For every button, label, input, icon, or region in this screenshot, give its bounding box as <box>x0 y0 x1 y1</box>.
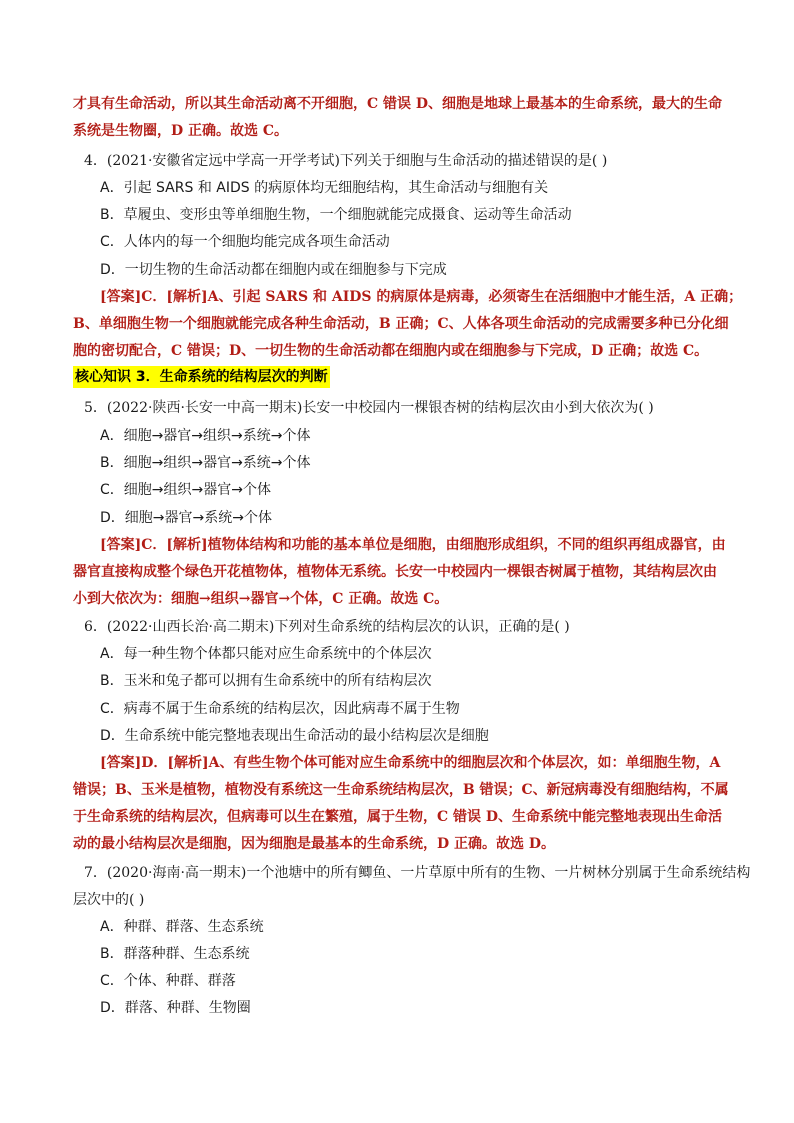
q6-option-d: D．生命系统中能完整地表现出生命活动的最小结构层次是细胞 <box>100 728 489 744</box>
q5-answer-line-1: [答案]C．[解析]植物体结构和功能的基本单位是细胞，由细胞形成组织，不同的组织再组成器官，由 <box>100 537 726 553</box>
q4-option-a: A．引起 SARS 和 AIDS 的病原体均无细胞结构，其生命活动与细胞有关 <box>100 180 549 196</box>
q4-stem: 4．(2021·安徽省定远中学高一开学考试)下列关于细胞与生命活动的描述错误的是( ) <box>84 153 608 169</box>
q6-answer-line-4: 动的最小结构层次是细胞，因为细胞是最基本的生命系统，D 正确。故选 D。 <box>73 836 556 852</box>
q6-option-c: C．病毒不属于生命系统的结构层次，因此病毒不属于生物 <box>100 701 460 717</box>
q7-stem-line-1: 7．(2020·海南·高一期末)一个池塘中的所有鲫鱼、一片草原中所有的生物、一片树林分别属于生命系统结构 <box>84 865 751 881</box>
q6-answer-line-2: 错误；B、玉米是植物，植物没有系统这一生命系统结构层次，B 错误；C、新冠病毒没有细胞结构，不属 <box>73 782 729 798</box>
intro-answer-line-1: 才具有生命活动，所以其生命活动离不开细胞，C 错误 D、细胞是地球上最基本的生命系统，最大的生命 <box>73 96 723 112</box>
q6-option-b: B．玉米和兔子都可以拥有生命系统中的所有结构层次 <box>100 673 432 689</box>
q5-option-a: A．细胞→器官→组织→系统→个体 <box>100 428 311 444</box>
section-heading: 核心知识 3．生命系统的结构层次的判断 <box>73 366 330 388</box>
q4-answer-line-3: 胞的密切配合，C 错误；D、一切生物的生命活动都在细胞内或在细胞参与下完成，D 正确；故选 C。 <box>73 343 709 359</box>
q4-option-b: B．草履虫、变形虫等单细胞生物，一个细胞就能完成摄食、运动等生命活动 <box>100 207 572 223</box>
q5-answer-line-3: 小到大依次为：细胞→组织→器官→个体，C 正确。故选 C。 <box>73 591 449 607</box>
q4-option-d: D．一切生物的生命活动都在细胞内或在细胞参与下完成 <box>100 262 447 278</box>
q7-option-d: D．群落、种群、生物圈 <box>100 1000 251 1016</box>
q5-option-d: D．细胞→器官→系统→个体 <box>100 510 272 526</box>
q5-option-b: B．细胞→组织→器官→系统→个体 <box>100 455 311 471</box>
q6-option-a: A．每一种生物个体都只能对应生命系统中的个体层次 <box>100 646 432 662</box>
q4-answer-line-1: [答案]C．[解析]A、引起 SARS 和 AIDS 的病原体是病毒，必须寄生在活细胞中才能生活，A 正确； <box>100 289 743 305</box>
q6-stem: 6．(2022·山西长治·高二期末)下列对生命系统的结构层次的认识，正确的是( ) <box>84 619 570 635</box>
q4-answer-line-2: B、单细胞生物一个细胞就能完成各种生命活动，B 正确；C、人体各项生命活动的完成需要多种已分化细 <box>73 316 729 332</box>
intro-answer-line-2: 系统是生物圈，D 正确。故选 C。 <box>73 123 289 139</box>
q7-option-c: C．个体、种群、群落 <box>100 973 236 989</box>
q5-option-c: C．细胞→组织→器官→个体 <box>100 482 271 498</box>
q6-answer-line-3: 于生命系统的结构层次，但病毒可以生在繁殖，属于生物，C 错误 D、生命系统中能完整地表现出生命活 <box>73 809 723 825</box>
q5-stem: 5．(2022·陕西·长安一中高一期末)长安一中校园内一棵银杏树的结构层次由小到大依次为( ) <box>84 400 654 416</box>
q5-answer-line-2: 器官直接构成整个绿色开花植物体，植物体无系统。长安一中校园内一棵银杏树属于植物，其结构层次由 <box>73 564 717 580</box>
q7-stem-line-2: 层次中的( ) <box>73 892 145 908</box>
q4-option-c: C．人体内的每一个细胞均能完成各项生命活动 <box>100 234 390 250</box>
q7-option-a: A．种群、群落、生态系统 <box>100 919 264 935</box>
q7-option-b: B．群落种群、生态系统 <box>100 946 250 962</box>
q6-answer-line-1: [答案]D．[解析]A、有些生物个体可能对应生命系统中的细胞层次和个体层次，如：单细胞生物，A <box>100 755 721 771</box>
